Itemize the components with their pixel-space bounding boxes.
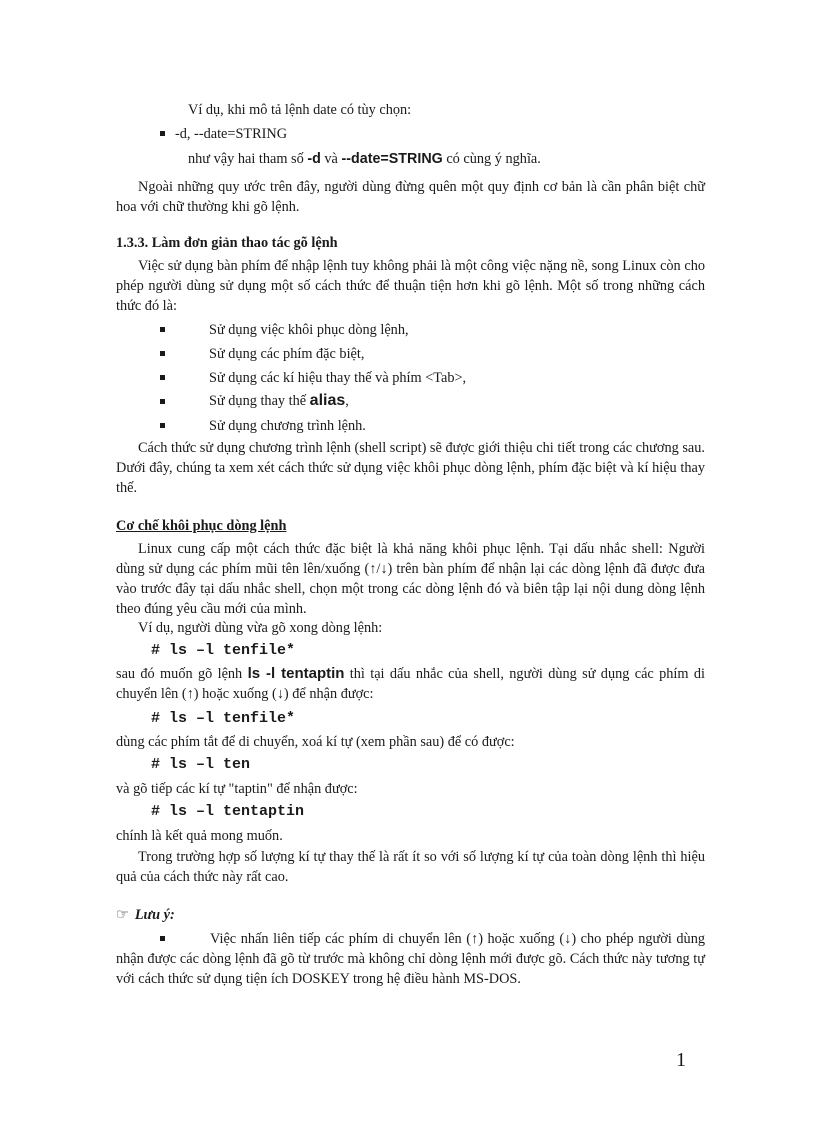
meaning-and: và bbox=[320, 151, 342, 167]
instruction-line: dùng các phím tắt để di chuyển, xoá kí tự (xem phần sau) để có được: bbox=[116, 734, 515, 750]
after-command-paragraph bbox=[116, 664, 705, 704]
method-list-item bbox=[160, 392, 175, 412]
section-heading: 1.3.3. Làm đơn giản thao tác gõ lệnh bbox=[116, 235, 338, 251]
bullet-icon bbox=[160, 351, 165, 356]
page-number: 1 bbox=[676, 1049, 686, 1071]
subsection-heading: Cơ chế khôi phục dòng lệnh bbox=[116, 518, 287, 534]
bullet-icon bbox=[160, 375, 165, 380]
bullet-icon bbox=[160, 327, 165, 332]
method-list-item bbox=[160, 416, 175, 436]
method-list-item bbox=[160, 344, 175, 364]
option-list-item bbox=[160, 124, 287, 144]
section-intro-paragraph: Việc sử dụng bàn phím để nhập lệnh tuy không phải là một công việc nặng nề, song Linux còn cho phép người dùng sử dụng một số cách thức để thuận tiện hơn khi gõ lệnh. Một số trong những cách thức đó là: bbox=[116, 258, 705, 314]
inline-command: ls -l tentaptin bbox=[247, 665, 345, 682]
method-text: Sử dụng các kí hiệu thay thế và phím <Tab>, bbox=[209, 370, 467, 386]
efficiency-paragraph: Trong trường hợp số lượng kí tự thay thế là rất ít so với số lượng kí tự của toàn dòng lệnh thì hiệu quả của cách thức này rất cao. bbox=[116, 849, 705, 885]
option-text: -d, --date=STRING bbox=[175, 126, 288, 142]
example-intro: Ví dụ, người dùng vừa gõ xong dòng lệnh: bbox=[138, 620, 383, 636]
alias-after: , bbox=[345, 393, 349, 409]
command-line: # ls –l ten bbox=[151, 756, 251, 773]
note-label-row bbox=[116, 905, 175, 925]
bullet-icon bbox=[160, 423, 165, 428]
note-text: Việc nhấn liên tiếp các phím di chuyển lên (↑) hoặc xuống (↓) cho phép người dùng nhận được các dòng lệnh đã gõ từ trước mà không chỉ dòng lệnh mới được gõ. Cách thức này tương tự với cách thức sử dụng tiện ích DOSKEY trong hệ điều hành MS-DOS. bbox=[116, 931, 705, 987]
case-sensitivity-paragraph: Ngoài những quy ước trên đây, người dùng đừng quên một quy định cơ bản là cần phân biệt chữ hoa với chữ thường khi gõ lệnh. bbox=[116, 179, 705, 215]
pointing-hand-icon: ☞ bbox=[116, 907, 129, 923]
method-text: Sử dụng các phím đặc biệt, bbox=[209, 346, 365, 362]
method-text: Sử dụng việc khôi phục dòng lệnh, bbox=[209, 322, 409, 338]
meaning-before: như vậy hai tham số bbox=[188, 151, 308, 167]
bullet-icon bbox=[160, 399, 165, 404]
command-line: # ls –l tentaptin bbox=[151, 803, 305, 820]
alias-before: Sử dụng thay thế bbox=[209, 393, 310, 409]
meaning-after: có cùng ý nghĩa. bbox=[442, 151, 541, 167]
method-list-item bbox=[160, 368, 175, 388]
result-line: chính là kết quả mong muốn. bbox=[116, 828, 283, 844]
note-label: Lưu ý: bbox=[134, 907, 175, 923]
command-line: # ls –l tenfile* bbox=[151, 710, 296, 727]
after1-before: sau đó muốn gõ lệnh bbox=[116, 666, 248, 682]
section-closing-paragraph: Cách thức sử dụng chương trình lệnh (shell script) sẽ được giới thiệu chi tiết trong các chương sau. Dưới đây, chúng ta xem xét cách thức sử dụng việc khôi phục dòng lệnh, phím đặc biệt và kí hiệu thay thế. bbox=[116, 440, 705, 496]
meaning-line bbox=[188, 149, 541, 169]
method-list-item bbox=[160, 320, 175, 340]
method-text-alias bbox=[209, 391, 349, 411]
method-text: Sử dụng chương trình lệnh. bbox=[209, 418, 366, 434]
instruction-line: và gõ tiếp các kí tự "taptin" để nhận được: bbox=[116, 781, 358, 797]
command-line: # ls –l tenfile* bbox=[151, 642, 296, 659]
option-long: --date=STRING bbox=[341, 151, 443, 167]
bullet-icon bbox=[160, 131, 165, 136]
option-short: -d bbox=[307, 151, 321, 167]
after1-after: thì tại dấu nhắc của shell, người dùng sử dụng các phím di chuyển lên (↑) hoặc xuống (↓) để nhận được: bbox=[116, 666, 705, 702]
recall-paragraph: Linux cung cấp một cách thức đặc biệt là khả năng khôi phục lệnh. Tại dấu nhắc shell: Người dùng sử dụng các phím mũi tên lên/xuống (↑/↓) trên bàn phím để nhận lại các dòng lệnh đã được đưa vào trước đây tại dấu nhắc shell, chọn một trong các dòng lệnh đó và biên tập lại nội dung dòng lệnh theo đúng yêu cầu mới của mình. bbox=[116, 541, 705, 617]
example-line: Ví dụ, khi mô tả lệnh date có tùy chọn: bbox=[188, 102, 412, 118]
alias-word: alias bbox=[309, 392, 346, 409]
